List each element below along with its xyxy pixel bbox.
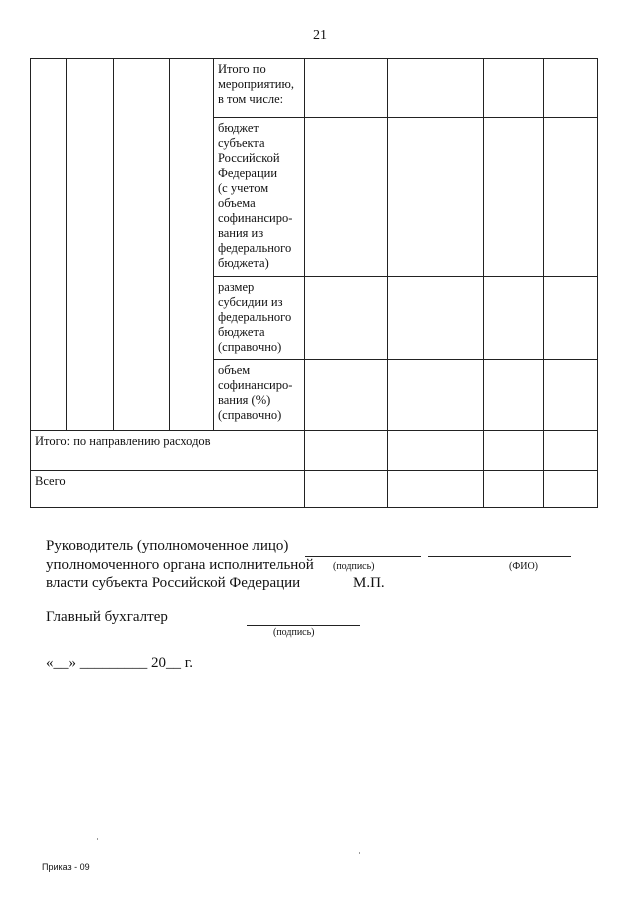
scan-speck <box>97 838 98 840</box>
table-cell <box>388 471 484 508</box>
table-cell <box>305 471 388 508</box>
table-cell <box>305 431 388 471</box>
table-cell <box>388 59 484 118</box>
table-cell <box>484 277 544 360</box>
table-cell <box>544 360 598 431</box>
budget-subject-label: бюджет субъекта Российской Федерации (с учетом объема софинансиро- вания из федерального бюджета) <box>214 118 305 277</box>
table-cell <box>544 431 598 471</box>
total-direction-label: Итого: по направлению расходов <box>31 431 305 471</box>
fio-hint: (ФИО) <box>509 561 539 572</box>
order-reference: Приказ - 09 <box>42 862 90 872</box>
table-cell <box>484 471 544 508</box>
table-cell <box>305 118 388 277</box>
federal-subsidy-label: размер субсидии из федерального бюджета (справочно) <box>214 277 305 360</box>
table-cell <box>67 59 114 431</box>
table-cell <box>484 431 544 471</box>
head-title-line2: уполномоченного органа исполнительной <box>46 557 314 573</box>
table-row <box>31 431 598 471</box>
table-cell <box>31 59 67 431</box>
table-cell <box>305 59 388 118</box>
accountant-signature-line <box>247 625 360 626</box>
table-cell <box>484 360 544 431</box>
table-cell <box>544 277 598 360</box>
signature-hint: (подпись) <box>333 561 375 572</box>
head-title-line1: Руководитель (уполномоченное лицо) <box>46 538 289 554</box>
table-cell <box>388 277 484 360</box>
head-fio-line <box>428 556 571 557</box>
grand-total-label: Всего <box>31 471 305 508</box>
table-cell <box>388 431 484 471</box>
head-title-line3: власти субъекта Российской Федерации <box>46 575 301 591</box>
table-cell <box>114 59 170 431</box>
table-cell <box>305 360 388 431</box>
table-cell <box>388 118 484 277</box>
table-cell <box>544 118 598 277</box>
page-number: 21 <box>313 28 327 43</box>
table-row <box>31 471 598 508</box>
subtotal-event-label: Итого по мероприятию, в том числе: <box>214 59 305 118</box>
table-cell <box>544 59 598 118</box>
cofinancing-volume-label: объем софинансиро- вания (%) (справочно) <box>214 360 305 431</box>
scan-speck <box>359 852 360 854</box>
expense-table <box>30 58 598 508</box>
table-cell <box>305 277 388 360</box>
table-cell <box>170 59 214 431</box>
chief-accountant-label: Главный бухгалтер <box>46 609 168 625</box>
table-cell <box>484 118 544 277</box>
date-line: «__» _________ 20__ г. <box>46 655 193 671</box>
table-cell <box>484 59 544 118</box>
head-signature-line <box>305 556 421 557</box>
table-row <box>31 59 598 118</box>
accountant-signature-hint: (подпись) <box>273 627 315 638</box>
table-cell <box>544 471 598 508</box>
stamp-mark: М.П. <box>353 575 385 591</box>
table-cell <box>388 360 484 431</box>
